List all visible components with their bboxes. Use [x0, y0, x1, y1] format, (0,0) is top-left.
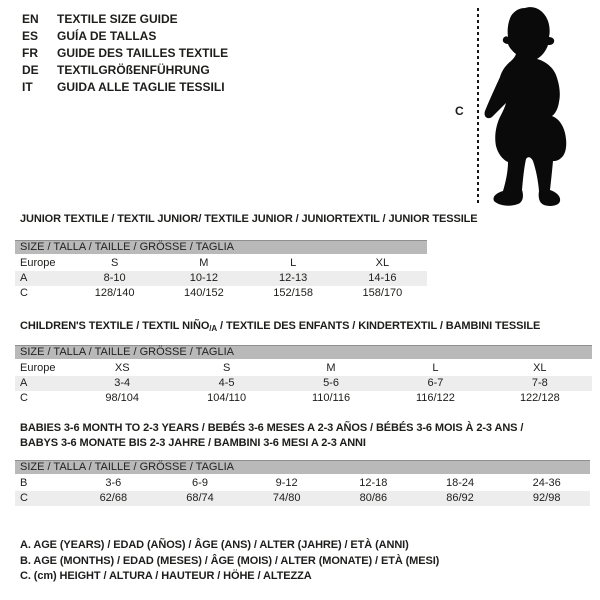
language-list — [22, 11, 228, 96]
size-cell: XS — [114, 362, 130, 374]
size-cell: 6-7 — [427, 377, 444, 389]
size-header-band: SIZE / TALLA / TAILLE / GRÖSSE / TAGLIA — [15, 240, 427, 254]
table-row — [15, 361, 592, 376]
footnotes — [20, 538, 439, 585]
height-measure-dashed-line — [477, 8, 479, 206]
table-row — [15, 256, 427, 271]
language-code: ES — [22, 29, 39, 43]
size-cell: 128/140 — [94, 287, 135, 299]
size-cell: M — [326, 362, 336, 374]
size-cell: 5-6 — [323, 377, 339, 389]
size-cell: 110/116 — [311, 392, 351, 404]
size-cell: 152/158 — [273, 287, 313, 299]
table-row — [15, 286, 427, 301]
size-cell: 12-18 — [359, 477, 388, 489]
size-cell: 98/104 — [105, 392, 140, 404]
size-cell: XL — [375, 257, 390, 269]
babies-table-title-line1: BABIES 3-6 MONTH TO 2-3 YEARS / BEBÉS 3-6 MESES A 2-3 AÑOS / BÉBÉS 3-6 MOIS À 2-3 ANS / — [20, 422, 524, 434]
babies-table-title — [20, 421, 523, 451]
language-label: GUIDA ALLE TAGLIE TESSILI — [57, 80, 225, 94]
size-cell: 140/152 — [183, 287, 224, 299]
size-cell: 80/86 — [359, 492, 388, 504]
size-cell: 3-4 — [114, 377, 131, 389]
language-row — [22, 79, 228, 96]
size-header-band: SIZE / TALLA / TAILLE / GRÖSSE / TAGLIA — [15, 460, 590, 474]
language-label: TEXTILGRÖßENFÜHRUNG — [57, 63, 210, 77]
size-cell: 74/80 — [272, 492, 301, 504]
size-cell: 68/74 — [186, 492, 214, 504]
babies-size-table — [15, 460, 590, 506]
children-table-title-sub: /A — [209, 324, 218, 333]
junior-table-title-text: JUNIOR TEXTILE / TEXTIL JUNIOR/ TEXTILE JUNIOR / JUNIORTEXTIL / JUNIOR TESSILE — [20, 213, 478, 225]
table-row — [15, 476, 590, 491]
row-label: A — [20, 377, 28, 389]
language-label: GUÍA DE TALLAS — [57, 29, 157, 43]
size-cell: 8-10 — [103, 272, 126, 284]
size-cell: 92/98 — [532, 492, 561, 504]
height-measure-label: C — [455, 104, 464, 118]
row-label: Europe — [20, 362, 56, 374]
size-cell: 4-5 — [218, 377, 235, 389]
children-table-title-pre: CHILDREN'S TEXTILE / TEXTIL NIÑO — [20, 320, 210, 332]
size-cell: XL — [533, 362, 547, 374]
footnote-c: C. (cm) HEIGHT / ALTURA / HAUTEUR / HÖHE / ALTEZZA — [20, 570, 312, 582]
size-cell: 7-8 — [531, 377, 548, 389]
size-cell: 14-16 — [368, 272, 397, 284]
size-header-band: SIZE / TALLA / TAILLE / GRÖSSE / TAGLIA — [15, 345, 592, 359]
size-cell: 62/68 — [99, 492, 128, 504]
size-cell: 24-36 — [532, 477, 561, 489]
language-row — [22, 45, 228, 62]
size-cell: 9-12 — [275, 477, 298, 489]
table-row — [15, 491, 590, 506]
size-cell: L — [432, 362, 439, 374]
size-cell: 86/92 — [446, 492, 474, 504]
row-label: B — [20, 477, 28, 489]
junior-table-rows — [15, 256, 427, 301]
size-cell: M — [199, 257, 209, 269]
size-cell: 122/128 — [519, 392, 560, 404]
language-code: IT — [22, 80, 33, 94]
language-code: EN — [22, 12, 39, 26]
size-cell: S — [222, 362, 231, 374]
children-table-rows — [15, 361, 592, 406]
junior-size-table — [15, 240, 427, 301]
size-cell: S — [110, 257, 119, 269]
toddler-silhouette-icon — [480, 0, 600, 215]
children-table-title — [20, 319, 540, 336]
language-row — [22, 11, 228, 28]
footnote-a: A. AGE (YEARS) / EDAD (AÑOS) / ÂGE (ANS) / ALTER (JAHRE) / ETÀ (ANNI) — [20, 539, 409, 551]
table-row — [15, 376, 592, 391]
size-cell: 3-6 — [105, 477, 122, 489]
table-row — [15, 271, 427, 286]
language-row — [22, 62, 228, 79]
size-cell: 10-12 — [189, 272, 218, 284]
row-label: Europe — [20, 257, 56, 269]
language-label: TEXTILE SIZE GUIDE — [57, 12, 178, 26]
row-label: C — [20, 287, 28, 299]
junior-table-title — [20, 212, 478, 227]
language-code: FR — [22, 46, 38, 60]
size-cell: 18-24 — [445, 477, 475, 489]
language-label: GUIDE DES TAILLES TEXTILE — [57, 46, 229, 60]
children-size-table — [15, 345, 592, 406]
row-label: C — [20, 392, 28, 404]
size-cell: 12-13 — [279, 272, 308, 284]
size-cell: 116/122 — [415, 392, 455, 404]
row-label: A — [20, 272, 28, 284]
row-label: C — [20, 492, 28, 504]
babies-table-title-line2: BABYS 3-6 MONATE BIS 2-3 JAHRE / BAMBINI 3-6 MESI A 2-3 ANNI — [20, 437, 366, 449]
size-cell: 158/170 — [362, 287, 403, 299]
language-code: DE — [22, 63, 39, 77]
size-cell: 6-9 — [192, 477, 208, 489]
children-table-title-post: / TEXTILE DES ENFANTS / KINDERTEXTIL / BAMBINI TESSILE — [217, 320, 541, 332]
table-row — [15, 391, 592, 406]
size-cell: L — [290, 257, 297, 269]
footnote-b: B. AGE (MONTHS) / EDAD (MESES) / ÂGE (MOIS) / ALTER (MONATE) / ETÀ (MESI) — [20, 554, 440, 567]
babies-table-rows — [15, 476, 590, 506]
language-row — [22, 28, 228, 45]
size-cell: 104/110 — [207, 392, 247, 404]
